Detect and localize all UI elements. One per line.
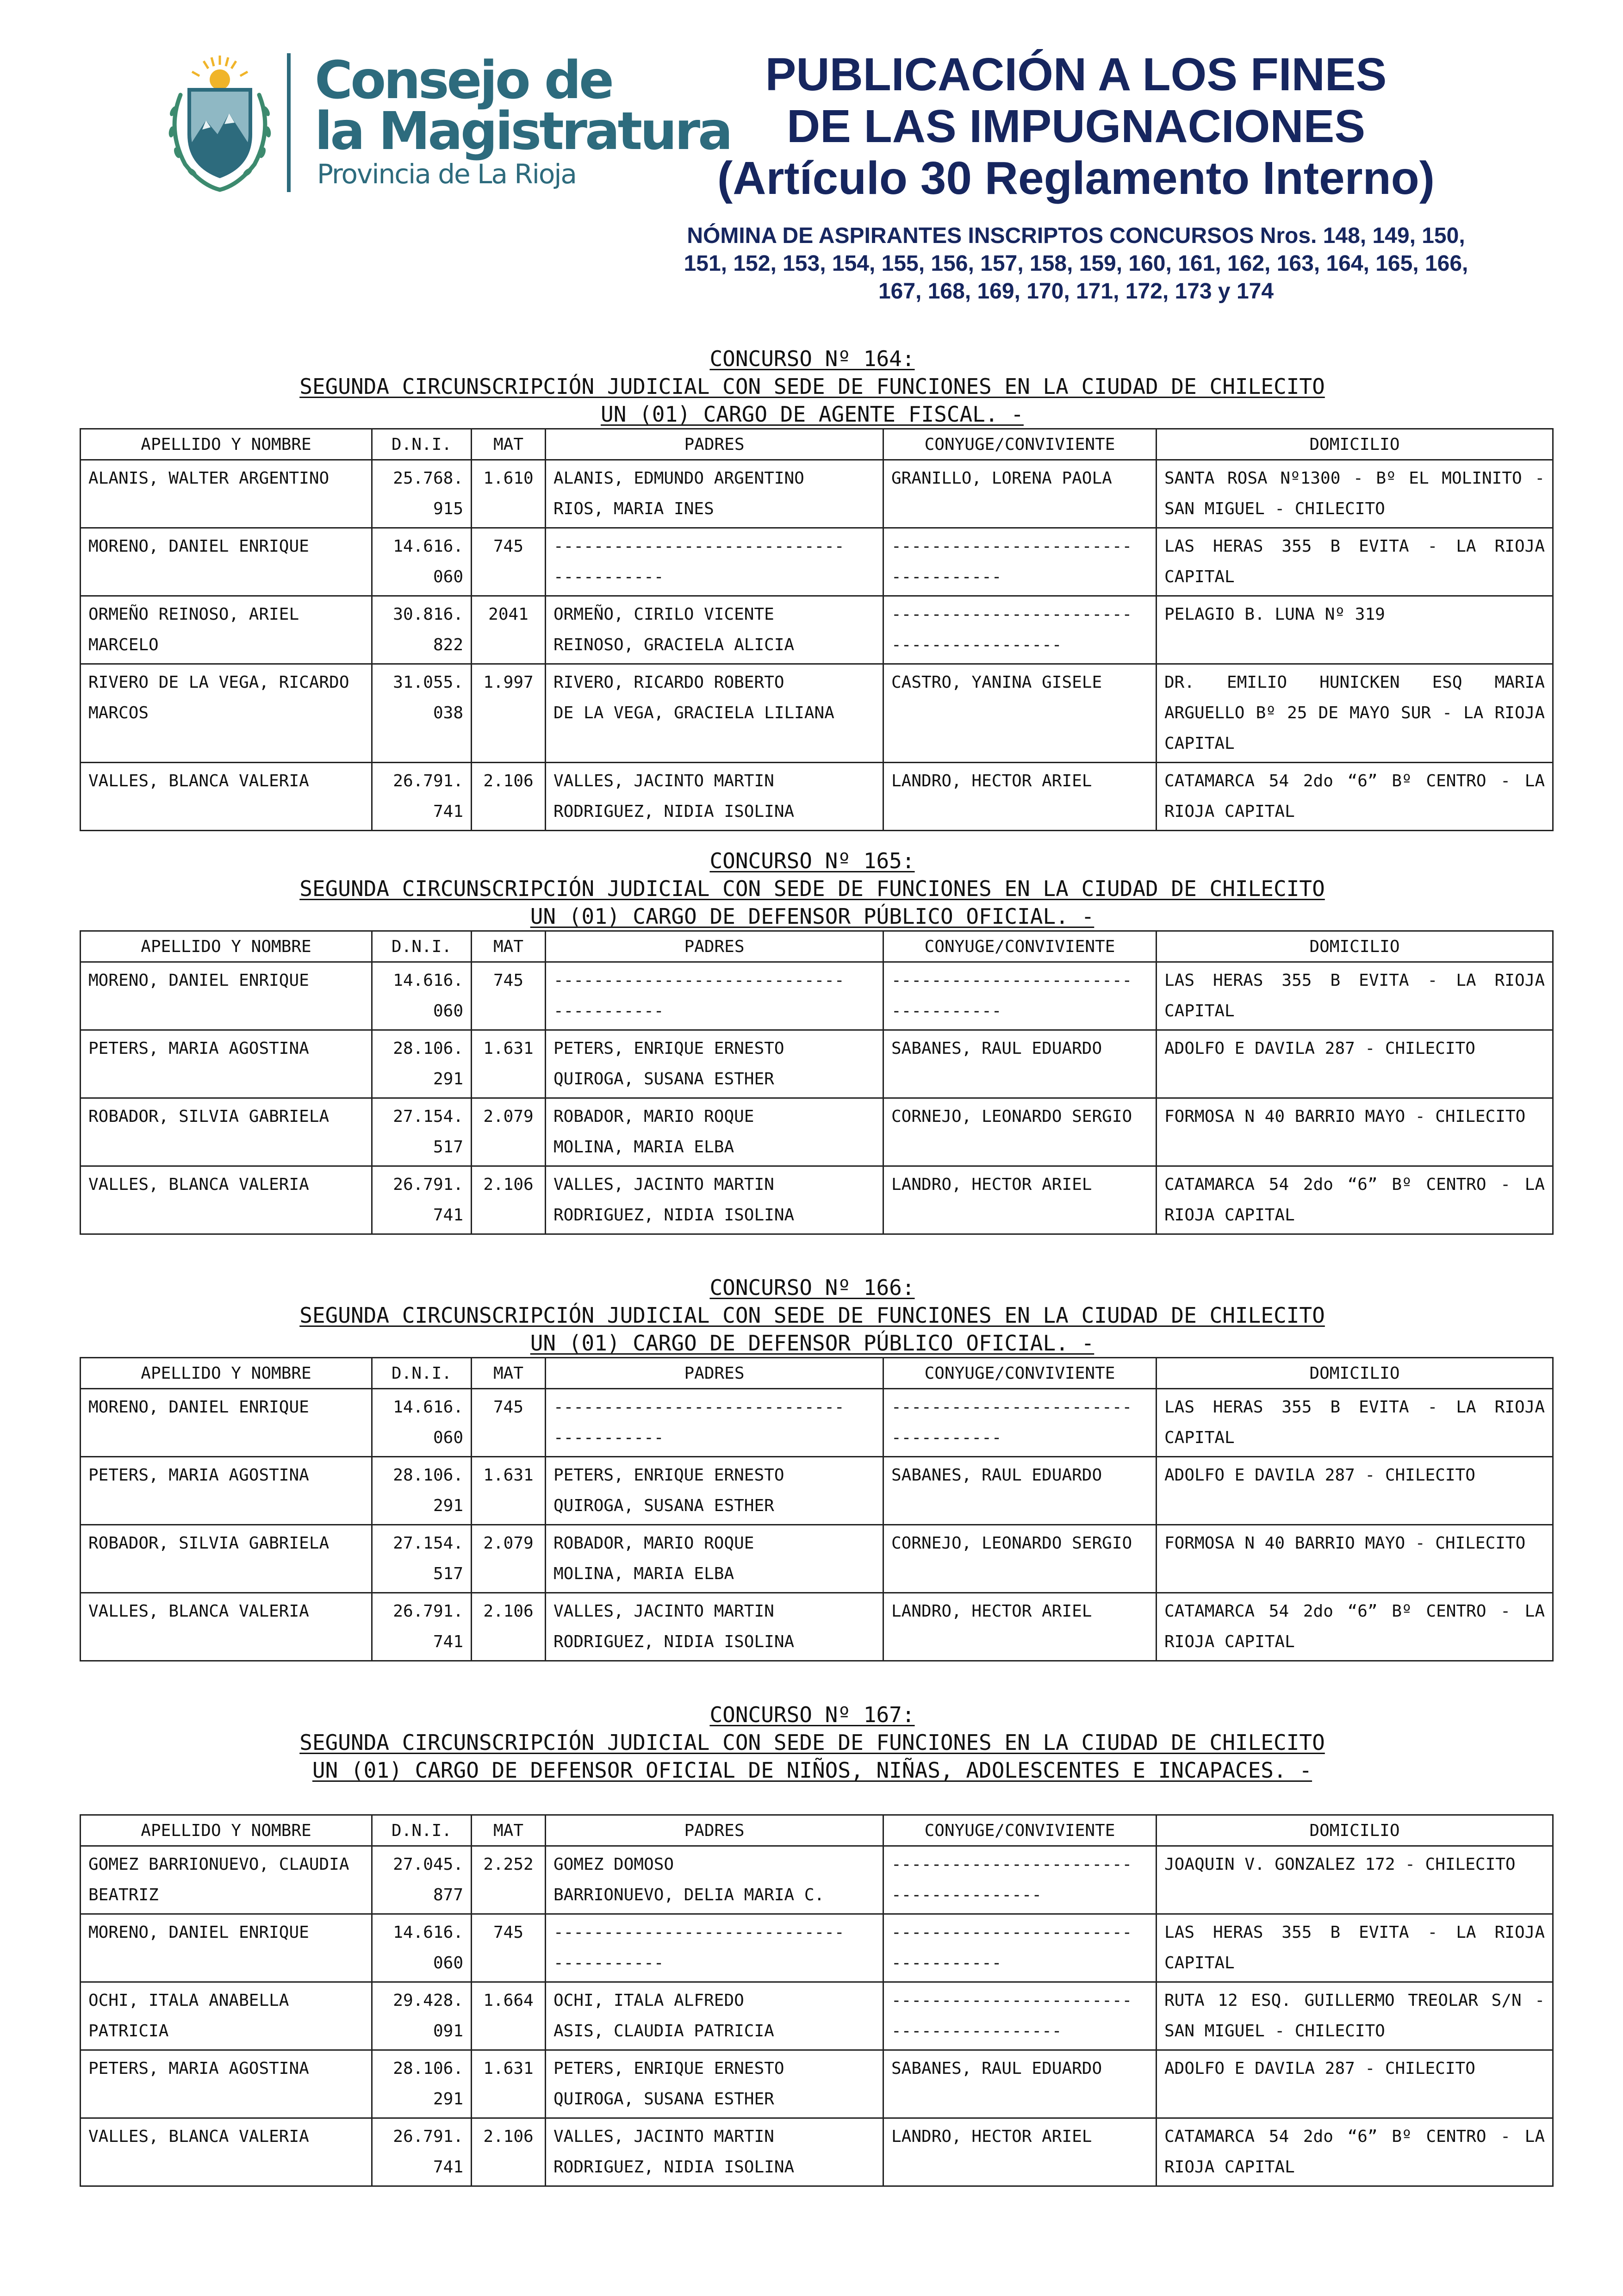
column-header: DOMICILIO [1157,429,1553,460]
applicant-dni: 31.055. 038 [393,673,463,722]
applicants-table [80,428,1554,831]
applicant-domicilio: FORMOSA N 40 BARRIO MAYO - CHILECITO [1164,1534,1526,1553]
applicant-padres: ORMEÑO, CIRILO VICENTE REINOSO, GRACIELA ALICIA [553,605,795,654]
applicant-mat: 1.631 [483,1466,534,1485]
title-line: (Artículo 30 Reglamento Interno) [717,152,1435,204]
applicant-name: VALLES, BLANCA VALERIA [88,772,309,790]
consejo-logo [160,46,731,204]
applicant-padres: ALANIS, EDMUNDO ARGENTINO RIOS, MARIA INES [553,469,804,518]
applicant-name: PETERS, MARIA AGOSTINA [88,2059,309,2078]
column-header: MAT [472,429,546,460]
applicant-name: GOMEZ BARRIONUEVO, CLAUDIA BEATRIZ [88,1855,360,1904]
applicant-name: ALANIS, WALTER ARGENTINO [88,469,330,488]
table-row [81,1593,1553,1661]
applicant-domicilio: LAS HERAS 355 B EVITA - LA RIOJA CAPITAL [1164,1923,1555,1972]
applicant-domicilio: FORMOSA N 40 BARRIO MAYO - CHILECITO [1164,1107,1526,1126]
column-header: D.N.I. [372,1815,472,1846]
applicant-mat: 1.631 [483,2059,534,2078]
applicant-mat: 745 [493,1398,524,1417]
table-row [81,763,1553,831]
applicant-name: MORENO, DANIEL ENRIQUE [88,537,309,556]
applicant-padres: RIVERO, RICARDO ROBERTO DE LA VEGA, GRACIELA LILIANA [553,673,834,722]
column-header: APELLIDO Y NOMBRE [81,1358,372,1389]
applicant-domicilio: CATAMARCA 54 2do “6” Bº CENTRO - LA RIOJA CAPITAL [1164,2127,1555,2177]
table-row [81,962,1553,1030]
applicant-mat: 745 [493,537,524,556]
applicant-conyuge: SABANES, RAUL EDUARDO [891,1039,1102,1058]
applicant-dni: 14.616. 060 [393,971,463,1020]
concurso-sede: SEGUNDA CIRCUNSCRIPCIÓN JUDICIAL CON SEDE DE FUNCIONES EN LA CIUDAD DE CHILECITO [299,1730,1325,1755]
concurso-title: CONCURSO Nº 166: [709,1275,915,1300]
applicant-conyuge: ------------------------ ----------- [891,971,1132,1020]
table-row [81,528,1553,596]
applicant-conyuge: CASTRO, YANINA GISELE [891,673,1102,692]
applicant-domicilio: ADOLFO E DAVILA 287 - CHILECITO [1164,1466,1475,1485]
applicant-dni: 29.428. 091 [393,1991,463,2041]
column-header: PADRES [546,931,883,962]
column-header: APELLIDO Y NOMBRE [81,429,372,460]
logo-divider [287,53,291,192]
applicant-domicilio: CATAMARCA 54 2do “6” Bº CENTRO - LA RIOJA CAPITAL [1164,1175,1555,1225]
applicant-mat: 2.252 [483,1855,534,1874]
applicant-conyuge: LANDRO, HECTOR ARIEL [891,1175,1092,1194]
applicant-dni: 26.791. 741 [393,2127,463,2177]
applicant-padres: ----------------------------- ----------- [553,1923,845,1972]
applicant-name: VALLES, BLANCA VALERIA [88,1175,309,1194]
applicant-conyuge: SABANES, RAUL EDUARDO [891,1466,1102,1485]
applicant-name: PETERS, MARIA AGOSTINA [88,1039,309,1058]
table-row [81,1098,1553,1166]
applicant-conyuge: LANDRO, HECTOR ARIEL [891,2127,1092,2146]
applicant-mat: 745 [493,1923,524,1942]
applicant-name: MORENO, DANIEL ENRIQUE [88,971,309,990]
applicant-mat: 745 [493,971,524,990]
concurso-heading [79,1274,1546,1357]
applicant-padres: ROBADOR, MARIO ROQUE MOLINA, MARIA ELBA [553,1107,754,1157]
concurso-cargo: UN (01) CARGO DE AGENTE FISCAL. - [601,402,1024,427]
column-header: DOMICILIO [1157,931,1553,962]
column-header: MAT [472,931,546,962]
column-header: D.N.I. [372,429,472,460]
column-header: MAT [472,1815,546,1846]
coat-of-arms-icon [160,51,280,194]
applicant-name: VALLES, BLANCA VALERIA [88,1602,309,1621]
applicant-name: ROBADOR, SILVIA GABRIELA [88,1534,330,1553]
applicant-name: RIVERO DE LA VEGA, RICARDO MARCOS [88,673,360,722]
applicant-mat: 2.106 [483,772,534,790]
applicant-padres: OCHI, ITALA ALFREDO ASIS, CLAUDIA PATRICIA [553,1991,774,2041]
applicant-dni: 26.791. 741 [393,1175,463,1225]
applicant-dni: 28.106. 291 [393,1466,463,1515]
applicant-domicilio: LAS HERAS 355 B EVITA - LA RIOJA CAPITAL [1164,971,1555,1020]
applicant-name: VALLES, BLANCA VALERIA [88,2127,309,2146]
applicant-name: PETERS, MARIA AGOSTINA [88,1466,309,1485]
column-header: PADRES [546,429,883,460]
applicant-domicilio: CATAMARCA 54 2do “6” Bº CENTRO - LA RIOJA CAPITAL [1164,772,1555,821]
publication-title [671,49,1481,204]
applicant-conyuge: ------------------------ ----------- [891,1923,1132,1972]
logo-title-line2: la Magistratura [315,101,731,162]
applicant-dni: 14.616. 060 [393,1923,463,1972]
applicant-name: OCHI, ITALA ANABELLA PATRICIA [88,1991,299,2041]
column-header: APELLIDO Y NOMBRE [81,1815,372,1846]
applicant-dni: 14.616. 060 [393,537,463,586]
column-header: D.N.I. [372,931,472,962]
applicant-conyuge: ------------------------ ----------- [891,537,1132,586]
nomina-subtitle: NÓMINA DE ASPIRANTES INSCRIPTOS CONCURSOS Nros. 148, 149, 150, 151, 152, 153, 154, 155, 156, 157, 158, 159, 160, 161, 162, 163, 164, 165, 166, 167, 168, 169, 170, 171, 172, 173 y 174 [684,224,1468,304]
column-header: MAT [472,1358,546,1389]
column-header: DOMICILIO [1157,1358,1553,1389]
table-header-row [81,429,1553,460]
applicant-mat: 1.664 [483,1991,534,2010]
column-header: PADRES [546,1358,883,1389]
applicant-padres: VALLES, JACINTO MARTIN RODRIGUEZ, NIDIA ISOLINA [553,772,795,821]
applicants-table [80,1357,1554,1661]
concurso-title: CONCURSO Nº 167: [709,1702,915,1727]
applicant-name: MORENO, DANIEL ENRIQUE [88,1398,309,1417]
table-row [81,2118,1553,2186]
concurso-sede: SEGUNDA CIRCUNSCRIPCIÓN JUDICIAL CON SEDE DE FUNCIONES EN LA CIUDAD DE CHILECITO [299,1303,1325,1328]
table-row [81,1166,1553,1234]
applicant-conyuge: ------------------------ ----------------- [891,605,1132,654]
table-row [81,1525,1553,1593]
applicant-conyuge: LANDRO, HECTOR ARIEL [891,772,1092,790]
applicant-domicilio: RUTA 12 ESQ. GUILLERMO TREOLAR S/N - SAN MIGUEL - CHILECITO [1164,1991,1555,2041]
applicant-name: ORMEÑO REINOSO, ARIEL MARCELO [88,605,309,654]
column-header: CONYUGE/CONVIVIENTE [883,1815,1157,1846]
applicant-name: MORENO, DANIEL ENRIQUE [88,1923,309,1942]
column-header: CONYUGE/CONVIVIENTE [883,931,1157,962]
applicant-padres: PETERS, ENRIQUE ERNESTO QUIROGA, SUSANA ESTHER [553,1039,784,1089]
applicant-domicilio: PELAGIO B. LUNA Nº 319 [1164,605,1385,624]
table-row [81,1982,1553,2050]
applicant-dni: 14.616. 060 [393,1398,463,1447]
applicant-conyuge: GRANILLO, LORENA PAOLA [891,469,1112,488]
column-header: D.N.I. [372,1358,472,1389]
applicants-table [80,930,1554,1235]
concurso-title: CONCURSO Nº 164: [709,346,915,371]
applicant-name: ROBADOR, SILVIA GABRIELA [88,1107,330,1126]
column-header: DOMICILIO [1157,1815,1553,1846]
table-row [81,1457,1553,1525]
column-header: PADRES [546,1815,883,1846]
applicants-table [80,1814,1554,2187]
concurso-sede: SEGUNDA CIRCUNSCRIPCIÓN JUDICIAL CON SEDE DE FUNCIONES EN LA CIUDAD DE CHILECITO [299,374,1325,399]
concurso-heading [79,345,1546,428]
applicant-mat: 2.106 [483,2127,534,2146]
title-line: DE LAS IMPUGNACIONES [786,100,1366,152]
table-row [81,1389,1553,1457]
table-header-row [81,931,1553,962]
applicant-mat: 2.079 [483,1534,534,1553]
applicant-padres: VALLES, JACINTO MARTIN RODRIGUEZ, NIDIA ISOLINA [553,2127,795,2177]
concurso-cargo: UN (01) CARGO DE DEFENSOR OFICIAL DE NIÑOS, NIÑAS, ADOLESCENTES E INCAPACES. - [312,1758,1312,1783]
table-row [81,664,1553,763]
applicant-dni: 30.816. 822 [393,605,463,654]
applicant-mat: 1.610 [483,469,534,488]
applicant-mat: 2.106 [483,1175,534,1194]
applicant-mat: 2.106 [483,1602,534,1621]
applicant-mat: 2041 [488,605,529,624]
applicant-dni: 25.768. 915 [393,469,463,518]
column-header: CONYUGE/CONVIVIENTE [883,1358,1157,1389]
table-header-row [81,1358,1553,1389]
concurso-cargo: UN (01) CARGO DE DEFENSOR PÚBLICO OFICIAL. - [530,1331,1094,1356]
applicant-domicilio: JOAQUIN V. GONZALEZ 172 - CHILECITO [1164,1855,1516,1874]
concurso-cargo: UN (01) CARGO DE DEFENSOR PÚBLICO OFICIAL. - [530,904,1094,929]
applicant-domicilio: DR. EMILIO HUNICKEN ESQ MARIA ARGUELLO Bº 25 DE MAYO SUR - LA RIOJA CAPITAL [1164,673,1555,753]
applicant-padres: ----------------------------- ----------- [553,537,845,586]
table-row [81,1846,1553,1914]
applicant-domicilio: LAS HERAS 355 B EVITA - LA RIOJA CAPITAL [1164,1398,1555,1447]
table-row [81,1914,1553,1982]
applicant-conyuge: LANDRO, HECTOR ARIEL [891,1602,1092,1621]
applicant-padres: PETERS, ENRIQUE ERNESTO QUIROGA, SUSANA ESTHER [553,2059,784,2109]
applicant-padres: ----------------------------- ----------- [553,1398,845,1447]
applicant-dni: 27.154. 517 [393,1534,463,1583]
table-header-row [81,1815,1553,1846]
applicant-mat: 2.079 [483,1107,534,1126]
applicant-mat: 1.997 [483,673,534,692]
applicant-mat: 1.631 [483,1039,534,1058]
applicant-conyuge: ------------------------ ----------- [891,1398,1132,1447]
applicant-domicilio: ADOLFO E DAVILA 287 - CHILECITO [1164,2059,1475,2078]
title-line: PUBLICACIÓN A LOS FINES [765,49,1387,100]
applicant-padres: VALLES, JACINTO MARTIN RODRIGUEZ, NIDIA ISOLINA [553,1602,795,1651]
applicant-padres: ----------------------------- ----------- [553,971,845,1020]
applicant-padres: ROBADOR, MARIO ROQUE MOLINA, MARIA ELBA [553,1534,754,1583]
concurso-heading [79,1701,1546,1784]
table-row [81,1030,1553,1098]
applicant-dni: 26.791. 741 [393,1602,463,1651]
applicant-domicilio: SANTA ROSA Nº1300 - Bº EL MOLINITO - SAN MIGUEL - CHILECITO [1164,469,1555,518]
applicant-dni: 27.045. 877 [393,1855,463,1904]
table-row [81,2050,1553,2118]
applicant-conyuge: ------------------------ --------------- [891,1855,1132,1904]
applicant-padres: GOMEZ DOMOSO BARRIONUEVO, DELIA MARIA C. [553,1855,825,1904]
applicant-domicilio: CATAMARCA 54 2do “6” Bº CENTRO - LA RIOJA CAPITAL [1164,1602,1555,1651]
applicant-domicilio: ADOLFO E DAVILA 287 - CHILECITO [1164,1039,1475,1058]
applicant-dni: 26.791. 741 [393,772,463,821]
applicant-domicilio: LAS HERAS 355 B EVITA - LA RIOJA CAPITAL [1164,537,1555,586]
applicant-padres: PETERS, ENRIQUE ERNESTO QUIROGA, SUSANA ESTHER [553,1466,784,1515]
table-row [81,460,1553,528]
logo-subtitle: Provincia de La Rioja [317,158,576,190]
applicant-conyuge: SABANES, RAUL EDUARDO [891,2059,1102,2078]
applicant-dni: 28.106. 291 [393,1039,463,1089]
applicant-dni: 27.154. 517 [393,1107,463,1157]
applicant-dni: 28.106. 291 [393,2059,463,2109]
table-row [81,596,1553,664]
concurso-heading [79,847,1546,930]
concurso-title: CONCURSO Nº 165: [709,848,915,873]
applicant-conyuge: CORNEJO, LEONARDO SERGIO [891,1534,1132,1553]
applicant-conyuge: ------------------------ ----------------- [891,1991,1132,2041]
concurso-sede: SEGUNDA CIRCUNSCRIPCIÓN JUDICIAL CON SEDE DE FUNCIONES EN LA CIUDAD DE CHILECITO [299,876,1325,901]
column-header: CONYUGE/CONVIVIENTE [883,429,1157,460]
column-header: APELLIDO Y NOMBRE [81,931,372,962]
applicant-padres: VALLES, JACINTO MARTIN RODRIGUEZ, NIDIA ISOLINA [553,1175,795,1225]
applicant-conyuge: CORNEJO, LEONARDO SERGIO [891,1107,1132,1126]
logo-title-line1: Consejo de [315,50,612,111]
